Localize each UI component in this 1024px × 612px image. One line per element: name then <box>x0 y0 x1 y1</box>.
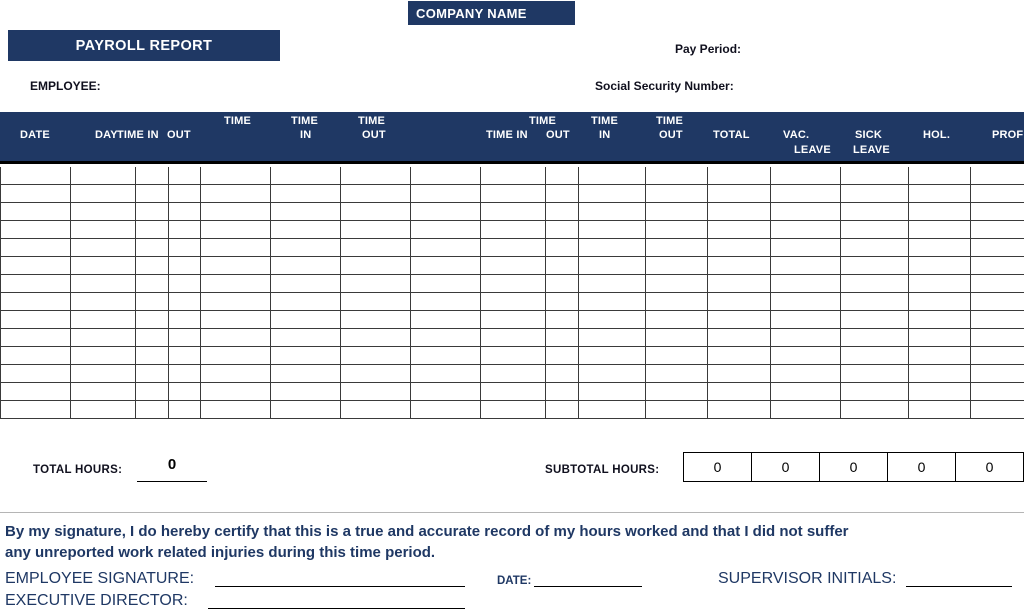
report-title-banner <box>8 30 280 61</box>
grid-cell-r3c0[interactable] <box>1 221 71 239</box>
grid-cell-r11c0[interactable] <box>1 365 71 383</box>
grid-cell-r8c4[interactable] <box>201 311 271 329</box>
column-header-4: TIME <box>224 115 252 127</box>
grid-cell-r1c12[interactable] <box>708 185 771 203</box>
grid-cell-r13c1[interactable] <box>71 401 136 419</box>
subtotal-hours-label: SUBTOTAL HOURS: <box>545 464 660 476</box>
grid-cell-r10c15[interactable] <box>909 347 971 365</box>
grid-cell-r9c15[interactable] <box>909 329 971 347</box>
grid-cell-r11c11[interactable] <box>646 365 708 383</box>
grid-cell-r0c15[interactable] <box>909 167 971 185</box>
column-header-8: OUT <box>362 129 386 141</box>
grid-cell-r9c16[interactable] <box>971 329 1024 347</box>
grid-cell-r2c9[interactable] <box>546 203 579 221</box>
grid-cell-r11c13[interactable] <box>771 365 841 383</box>
grid-cell-r7c10[interactable] <box>579 293 646 311</box>
grid-cell-r6c5[interactable] <box>271 275 341 293</box>
certification-statement <box>5 521 1020 563</box>
grid-cell-r8c12[interactable] <box>708 311 771 329</box>
grid-cell-r12c0[interactable] <box>1 383 71 401</box>
subtotal-value-4[interactable]: 0 <box>985 459 994 475</box>
subtotal-hours-boxes <box>683 452 1024 482</box>
grid-cell-r4c12[interactable] <box>708 239 771 257</box>
grid-cell-r6c8[interactable] <box>481 275 546 293</box>
grid-cell-r6c12[interactable] <box>708 275 771 293</box>
column-header-21: HOL. <box>923 129 951 141</box>
grid-cell-r13c14[interactable] <box>841 401 909 419</box>
ssn-label: Social Security Number: <box>595 79 734 93</box>
grid-cell-r8c7[interactable] <box>411 311 481 329</box>
grid-cell-r13c15[interactable] <box>909 401 971 419</box>
grid-cell-r2c2[interactable] <box>136 203 169 221</box>
grid-cell-r4c11[interactable] <box>646 239 708 257</box>
grid-cell-r1c16[interactable] <box>971 185 1024 203</box>
grid-cell-r6c16[interactable] <box>971 275 1024 293</box>
grid-cell-r12c4[interactable] <box>201 383 271 401</box>
grid-cell-r10c5[interactable] <box>271 347 341 365</box>
grid-cell-r0c12[interactable] <box>708 167 771 185</box>
grid-cell-r13c10[interactable] <box>579 401 646 419</box>
grid-cell-r2c14[interactable] <box>841 203 909 221</box>
executive-director-line[interactable] <box>208 592 465 609</box>
grid-cell-r0c3[interactable] <box>169 167 201 185</box>
grid-cell-r7c9[interactable] <box>546 293 579 311</box>
grid-cell-r3c10[interactable] <box>579 221 646 239</box>
grid-cell-r1c4[interactable] <box>201 185 271 203</box>
total-hours-label: TOTAL HOURS: <box>33 464 123 476</box>
column-header-6: IN <box>300 129 312 141</box>
grid-cell-r10c8[interactable] <box>481 347 546 365</box>
employee-signature-label: EMPLOYEE SIGNATURE: <box>5 570 195 587</box>
column-header-13: IN <box>599 129 611 141</box>
grid-cell-r3c8[interactable] <box>481 221 546 239</box>
grid-cell-r3c16[interactable] <box>971 221 1024 239</box>
grid-cell-r5c3[interactable] <box>169 257 201 275</box>
grid-cell-r12c10[interactable] <box>579 383 646 401</box>
subtotal-value-2[interactable]: 0 <box>820 453 888 481</box>
grid-cell-r5c6[interactable] <box>341 257 411 275</box>
column-header-14: TIME <box>656 115 684 127</box>
grid-cell-r4c1[interactable] <box>71 239 136 257</box>
grid-cell-r2c10[interactable] <box>579 203 646 221</box>
grid-cell-r0c2[interactable] <box>136 167 169 185</box>
grid-cell-r7c16[interactable] <box>971 293 1024 311</box>
grid-cell-r7c15[interactable] <box>909 293 971 311</box>
grid-cell-r9c6[interactable] <box>341 329 411 347</box>
grid-cell-r0c16[interactable] <box>971 167 1024 185</box>
grid-cell-r4c14[interactable] <box>841 239 909 257</box>
grid-cell-r1c1[interactable] <box>71 185 136 203</box>
grid-cell-r0c9[interactable] <box>546 167 579 185</box>
grid-cell-r13c2[interactable] <box>136 401 169 419</box>
timesheet-grid <box>0 167 1024 419</box>
grid-cell-r11c1[interactable] <box>71 365 136 383</box>
grid-cell-r0c10[interactable] <box>579 167 646 185</box>
grid-cell-r11c4[interactable] <box>201 365 271 383</box>
grid-cell-r12c5[interactable] <box>271 383 341 401</box>
grid-cell-r3c11[interactable] <box>646 221 708 239</box>
section-divider <box>0 512 1024 513</box>
grid-cell-r3c1[interactable] <box>71 221 136 239</box>
grid-cell-r7c1[interactable] <box>71 293 136 311</box>
grid-cell-r10c13[interactable] <box>771 347 841 365</box>
grid-cell-r11c3[interactable] <box>169 365 201 383</box>
grid-cell-r9c2[interactable] <box>136 329 169 347</box>
grid-cell-r4c7[interactable] <box>411 239 481 257</box>
grid-cell-r1c15[interactable] <box>909 185 971 203</box>
grid-cell-r11c7[interactable] <box>411 365 481 383</box>
grid-cell-r10c9[interactable] <box>546 347 579 365</box>
grid-cell-r0c0[interactable] <box>1 167 71 185</box>
grid-cell-r0c5[interactable] <box>271 167 341 185</box>
grid-cell-r6c7[interactable] <box>411 275 481 293</box>
column-header-22: PROF <box>992 129 1024 141</box>
grid-cell-r3c2[interactable] <box>136 221 169 239</box>
subtotal-value-3[interactable]: 0 <box>888 453 956 481</box>
grid-cell-r7c7[interactable] <box>411 293 481 311</box>
grid-cell-r2c4[interactable] <box>201 203 271 221</box>
grid-cell-r6c6[interactable] <box>341 275 411 293</box>
certification-line-2: any unreported work related injuries during this time period. <box>5 544 436 561</box>
grid-cell-r0c13[interactable] <box>771 167 841 185</box>
column-header-16: TOTAL <box>713 129 750 141</box>
employee-signature-line[interactable] <box>215 570 465 587</box>
grid-cell-r12c8[interactable] <box>481 383 546 401</box>
grid-cell-r8c1[interactable] <box>71 311 136 329</box>
grid-cell-r5c5[interactable] <box>271 257 341 275</box>
grid-cell-r1c7[interactable] <box>411 185 481 203</box>
column-header-2: TIME IN <box>117 129 159 141</box>
grid-cell-r2c11[interactable] <box>646 203 708 221</box>
grid-cell-r1c13[interactable] <box>771 185 841 203</box>
grid-cell-r9c13[interactable] <box>771 329 841 347</box>
grid-cell-r5c11[interactable] <box>646 257 708 275</box>
grid-cell-r6c0[interactable] <box>1 275 71 293</box>
grid-cell-r3c4[interactable] <box>201 221 271 239</box>
grid-cell-r7c8[interactable] <box>481 293 546 311</box>
grid-cell-r7c0[interactable] <box>1 293 71 311</box>
grid-cell-r5c10[interactable] <box>579 257 646 275</box>
grid-cell-r5c4[interactable] <box>201 257 271 275</box>
grid-cell-r13c0[interactable] <box>1 401 71 419</box>
grid-cell-r3c15[interactable] <box>909 221 971 239</box>
grid-cell-r13c12[interactable] <box>708 401 771 419</box>
grid-cell-r8c13[interactable] <box>771 311 841 329</box>
grid-cell-r2c8[interactable] <box>481 203 546 221</box>
grid-cell-r9c14[interactable] <box>841 329 909 347</box>
grid-cell-r13c5[interactable] <box>271 401 341 419</box>
grid-cell-r4c15[interactable] <box>909 239 971 257</box>
grid-cell-r8c6[interactable] <box>341 311 411 329</box>
grid-cell-r6c9[interactable] <box>546 275 579 293</box>
grid-cell-r8c16[interactable] <box>971 311 1024 329</box>
grid-cell-r9c5[interactable] <box>271 329 341 347</box>
grid-cell-r5c0[interactable] <box>1 257 71 275</box>
grid-cell-r6c11[interactable] <box>646 275 708 293</box>
grid-cell-r13c11[interactable] <box>646 401 708 419</box>
column-header-19: SICK <box>855 129 883 141</box>
grid-cell-r6c1[interactable] <box>71 275 136 293</box>
grid-cell-r1c3[interactable] <box>169 185 201 203</box>
grid-cell-r0c14[interactable] <box>841 167 909 185</box>
grid-cell-r1c14[interactable] <box>841 185 909 203</box>
grid-cell-r12c7[interactable] <box>411 383 481 401</box>
grid-cell-r12c11[interactable] <box>646 383 708 401</box>
supervisor-initials-line[interactable] <box>906 570 1012 587</box>
grid-cell-r4c3[interactable] <box>169 239 201 257</box>
grid-cell-r11c15[interactable] <box>909 365 971 383</box>
grid-cell-r4c9[interactable] <box>546 239 579 257</box>
grid-cell-r0c11[interactable] <box>646 167 708 185</box>
column-header-9: TIME <box>529 115 557 127</box>
grid-cell-r10c6[interactable] <box>341 347 411 365</box>
grid-cell-r9c10[interactable] <box>579 329 646 347</box>
grid-cell-r5c12[interactable] <box>708 257 771 275</box>
grid-cell-r6c4[interactable] <box>201 275 271 293</box>
grid-cell-r9c0[interactable] <box>1 329 71 347</box>
grid-cell-r9c11[interactable] <box>646 329 708 347</box>
grid-cell-r8c2[interactable] <box>136 311 169 329</box>
grid-cell-r3c9[interactable] <box>546 221 579 239</box>
grid-cell-r7c2[interactable] <box>136 293 169 311</box>
subtotal-value-0[interactable]: 0 <box>684 453 752 481</box>
grid-cell-r13c16[interactable] <box>971 401 1024 419</box>
grid-cell-r4c2[interactable] <box>136 239 169 257</box>
grid-cell-r8c3[interactable] <box>169 311 201 329</box>
grid-cell-r0c8[interactable] <box>481 167 546 185</box>
grid-cell-r11c6[interactable] <box>341 365 411 383</box>
grid-cell-r6c2[interactable] <box>136 275 169 293</box>
column-header-0: DATE <box>20 129 50 141</box>
grid-cell-r1c2[interactable] <box>136 185 169 203</box>
grid-cell-r7c4[interactable] <box>201 293 271 311</box>
grid-cell-r13c7[interactable] <box>411 401 481 419</box>
grid-cell-r2c12[interactable] <box>708 203 771 221</box>
grid-cell-r8c14[interactable] <box>841 311 909 329</box>
column-header-10: TIME IN <box>486 129 528 141</box>
grid-cell-r1c8[interactable] <box>481 185 546 203</box>
grid-cell-r13c13[interactable] <box>771 401 841 419</box>
grid-cell-r5c14[interactable] <box>841 257 909 275</box>
grid-cell-r4c4[interactable] <box>201 239 271 257</box>
grid-cell-r13c6[interactable] <box>341 401 411 419</box>
grid-cell-r4c10[interactable] <box>579 239 646 257</box>
column-header-11: OUT <box>546 129 570 141</box>
grid-cell-r5c7[interactable] <box>411 257 481 275</box>
grid-cell-r5c15[interactable] <box>909 257 971 275</box>
grid-cell-r3c12[interactable] <box>708 221 771 239</box>
grid-cell-r11c9[interactable] <box>546 365 579 383</box>
grid-cell-r4c8[interactable] <box>481 239 546 257</box>
grid-cell-r12c14[interactable] <box>841 383 909 401</box>
grid-cell-r10c3[interactable] <box>169 347 201 365</box>
grid-cell-r0c7[interactable] <box>411 167 481 185</box>
grid-cell-r10c12[interactable] <box>708 347 771 365</box>
grid-cell-r10c7[interactable] <box>411 347 481 365</box>
grid-cell-r3c13[interactable] <box>771 221 841 239</box>
grid-cell-r12c1[interactable] <box>71 383 136 401</box>
grid-cell-r7c5[interactable] <box>271 293 341 311</box>
grid-cell-r5c8[interactable] <box>481 257 546 275</box>
column-header-17: VAC. <box>783 129 810 141</box>
grid-cell-r12c15[interactable] <box>909 383 971 401</box>
certification-line-1: By my signature, I do hereby certify that this is a true and accurate record of my hours worked and that I did not suffer <box>5 523 849 540</box>
report-title-text: PAYROLL REPORT <box>75 37 213 54</box>
grid-cell-r4c0[interactable] <box>1 239 71 257</box>
grid-cell-r12c9[interactable] <box>546 383 579 401</box>
grid-cell-r3c5[interactable] <box>271 221 341 239</box>
executive-director-label: EXECUTIVE DIRECTOR: <box>5 592 188 609</box>
company-name-text: COMPANY NAME <box>416 5 527 21</box>
grid-cell-r8c8[interactable] <box>481 311 546 329</box>
grid-cell-r12c6[interactable] <box>341 383 411 401</box>
company-name-banner <box>408 1 575 25</box>
pay-period-label: Pay Period: <box>675 42 742 56</box>
grid-cell-r3c7[interactable] <box>411 221 481 239</box>
grid-cell-r5c13[interactable] <box>771 257 841 275</box>
table-header-band <box>0 112 1024 164</box>
grid-cell-r9c8[interactable] <box>481 329 546 347</box>
grid-cell-r11c2[interactable] <box>136 365 169 383</box>
grid-cell-r10c1[interactable] <box>71 347 136 365</box>
grid-cell-r13c4[interactable] <box>201 401 271 419</box>
employee-label: EMPLOYEE: <box>30 79 101 93</box>
grid-cell-r1c9[interactable] <box>546 185 579 203</box>
grid-cell-r2c16[interactable] <box>971 203 1024 221</box>
grid-cell-r10c4[interactable] <box>201 347 271 365</box>
grid-cell-r6c10[interactable] <box>579 275 646 293</box>
grid-cell-r2c13[interactable] <box>771 203 841 221</box>
grid-cell-r2c7[interactable] <box>411 203 481 221</box>
grid-cell-r10c2[interactable] <box>136 347 169 365</box>
column-header-12: TIME <box>591 115 619 127</box>
grid-cell-r6c13[interactable] <box>771 275 841 293</box>
grid-cell-r8c10[interactable] <box>579 311 646 329</box>
column-header-1: DAY <box>95 129 118 141</box>
grid-cell-r4c16[interactable] <box>971 239 1024 257</box>
grid-cell-r7c6[interactable] <box>341 293 411 311</box>
grid-cell-r9c7[interactable] <box>411 329 481 347</box>
grid-cell-r12c16[interactable] <box>971 383 1024 401</box>
column-header-3: OUT <box>167 129 191 141</box>
grid-cell-r8c15[interactable] <box>909 311 971 329</box>
grid-cell-r5c9[interactable] <box>546 257 579 275</box>
grid-cell-r2c15[interactable] <box>909 203 971 221</box>
grid-cell-r3c3[interactable] <box>169 221 201 239</box>
date-line[interactable] <box>534 570 642 587</box>
grid-cell-r13c3[interactable] <box>169 401 201 419</box>
grid-cell-r7c11[interactable] <box>646 293 708 311</box>
grid-cell-r4c5[interactable] <box>271 239 341 257</box>
grid-cell-r1c0[interactable] <box>1 185 71 203</box>
grid-cell-r1c10[interactable] <box>579 185 646 203</box>
grid-cell-r3c6[interactable] <box>341 221 411 239</box>
grid-cell-r4c13[interactable] <box>771 239 841 257</box>
column-header-18: LEAVE <box>794 144 831 156</box>
grid-cell-r3c14[interactable] <box>841 221 909 239</box>
column-header-15: OUT <box>659 129 683 141</box>
grid-cell-r11c10[interactable] <box>579 365 646 383</box>
grid-cell-r13c8[interactable] <box>481 401 546 419</box>
grid-cell-r2c0[interactable] <box>1 203 71 221</box>
grid-cell-r5c2[interactable] <box>136 257 169 275</box>
grid-cell-r9c9[interactable] <box>546 329 579 347</box>
grid-cell-r0c4[interactable] <box>201 167 271 185</box>
grid-cell-r11c14[interactable] <box>841 365 909 383</box>
grid-cell-r2c1[interactable] <box>71 203 136 221</box>
grid-cell-r2c5[interactable] <box>271 203 341 221</box>
grid-cell-r5c1[interactable] <box>71 257 136 275</box>
grid-cell-r10c16[interactable] <box>971 347 1024 365</box>
column-header-20: LEAVE <box>853 144 890 156</box>
grid-cell-r7c3[interactable] <box>169 293 201 311</box>
grid-cell-r8c0[interactable] <box>1 311 71 329</box>
column-header-7: TIME <box>358 115 386 127</box>
grid-cell-r0c6[interactable] <box>341 167 411 185</box>
grid-cell-r6c3[interactable] <box>169 275 201 293</box>
date-label: DATE: <box>497 575 532 587</box>
grid-cell-r9c4[interactable] <box>201 329 271 347</box>
grid-cell-r1c5[interactable] <box>271 185 341 203</box>
grid-cell-r6c14[interactable] <box>841 275 909 293</box>
column-header-5: TIME <box>291 115 319 127</box>
grid-cell-r4c6[interactable] <box>341 239 411 257</box>
grid-cell-r11c16[interactable] <box>971 365 1024 383</box>
grid-cell-r8c11[interactable] <box>646 311 708 329</box>
grid-cell-r7c12[interactable] <box>708 293 771 311</box>
grid-cell-r9c3[interactable] <box>169 329 201 347</box>
grid-cell-r2c6[interactable] <box>341 203 411 221</box>
grid-cell-r9c1[interactable] <box>71 329 136 347</box>
grid-cell-r7c13[interactable] <box>771 293 841 311</box>
grid-cell-r12c12[interactable] <box>708 383 771 401</box>
grid-cell-r10c10[interactable] <box>579 347 646 365</box>
grid-cell-r8c5[interactable] <box>271 311 341 329</box>
grid-cell-r10c11[interactable] <box>646 347 708 365</box>
grid-cell-r6c15[interactable] <box>909 275 971 293</box>
grid-cell-r1c6[interactable] <box>341 185 411 203</box>
grid-cell-r5c16[interactable] <box>971 257 1024 275</box>
grid-cell-r10c0[interactable] <box>1 347 71 365</box>
grid-cell-r9c12[interactable] <box>708 329 771 347</box>
grid-cell-r7c14[interactable] <box>841 293 909 311</box>
grid-cell-r10c14[interactable] <box>841 347 909 365</box>
grid-cell-r1c11[interactable] <box>646 185 708 203</box>
grid-cell-r12c13[interactable] <box>771 383 841 401</box>
grid-cell-r13c9[interactable] <box>546 401 579 419</box>
grid-cell-r11c8[interactable] <box>481 365 546 383</box>
grid-cell-r12c3[interactable] <box>169 383 201 401</box>
grid-cell-r11c5[interactable] <box>271 365 341 383</box>
grid-cell-r8c9[interactable] <box>546 311 579 329</box>
grid-cell-r12c2[interactable] <box>136 383 169 401</box>
grid-cell-r11c12[interactable] <box>708 365 771 383</box>
grid-cell-r0c1[interactable] <box>71 167 136 185</box>
subtotal-value-1[interactable]: 0 <box>752 453 820 481</box>
grid-cell-r2c3[interactable] <box>169 203 201 221</box>
total-hours-value[interactable]: 0 <box>137 456 207 482</box>
supervisor-initials-label: SUPERVISOR INITIALS: <box>718 570 897 587</box>
